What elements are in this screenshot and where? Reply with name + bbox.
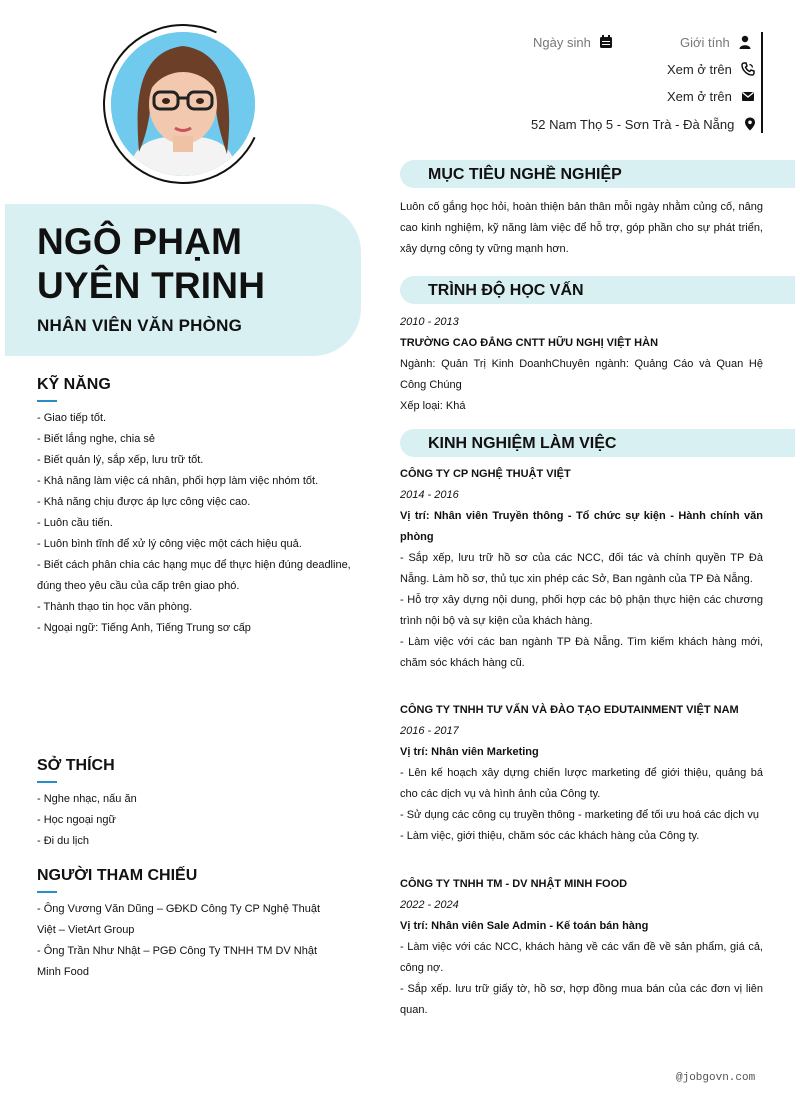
references-list bbox=[37, 899, 331, 983]
job-title: NHÂN VIÊN VĂN PHÒNG bbox=[37, 316, 242, 335]
phone-field bbox=[667, 62, 755, 77]
education-grade: Xếp loại: Khá bbox=[400, 400, 466, 412]
job-entry bbox=[400, 464, 763, 674]
job-company: CÔNG TY CP NGHỆ THUẬT VIỆT bbox=[400, 468, 571, 480]
calendar-icon bbox=[599, 35, 613, 49]
skills-list bbox=[37, 408, 357, 639]
education-major: Ngành: Quản Trị Kinh DoanhChuyên ngành: Quảng Cáo và Quan Hệ Công Chúng bbox=[400, 358, 763, 391]
hobby-item: - Học ngoại ngữ bbox=[37, 814, 116, 826]
job-duty: - Hỗ trợ xây dựng nội dung, phối hợp các bộ phận thực hiện các chương trình nội bộ và sự kiện của khách hàng. bbox=[400, 594, 763, 627]
job-duty: - Sử dụng các công cụ truyền thông - marketing để tối ưu hoá các dịch vụ bbox=[400, 809, 759, 821]
portrait-illustration bbox=[111, 32, 255, 176]
skill-item: - Khả năng làm việc cá nhân, phối hợp làm việc nhóm tốt. bbox=[37, 475, 319, 487]
address-value: 52 Nam Thọ 5 - Sơn Trà - Đà Nẵng bbox=[531, 117, 735, 132]
references-heading: NGƯỜI THAM CHIẾU bbox=[37, 867, 198, 884]
objective-heading: MỤC TIÊU NGHỀ NGHIỆP bbox=[428, 166, 622, 183]
education-period: 2010 - 2013 bbox=[400, 316, 459, 328]
skill-item: - Ngoại ngữ: Tiếng Anh, Tiếng Trung sơ cấp bbox=[37, 622, 251, 634]
hobbies-heading: SỞ THÍCH bbox=[37, 757, 115, 774]
email-value: Xem ở trên bbox=[667, 89, 732, 104]
reference-item: - Ông Trần Như Nhật – PGĐ Công Ty TNHH TM DV Nhật Minh Food bbox=[37, 945, 318, 978]
skill-item: - Thành thạo tin học văn phòng. bbox=[37, 601, 193, 613]
education-block bbox=[400, 312, 763, 417]
person-icon bbox=[738, 35, 752, 49]
job-period: 2016 - 2017 bbox=[400, 725, 459, 737]
job-period: 2014 - 2016 bbox=[400, 489, 459, 501]
skill-item: - Giao tiếp tốt. bbox=[37, 412, 107, 424]
full-name-line1: NGÔ PHẠM bbox=[37, 221, 243, 262]
skill-item: - Biết lắng nghe, chia sẻ bbox=[37, 433, 156, 445]
full-name-line2: UYÊN TRINH bbox=[37, 265, 266, 306]
job-position: Vị trí: Nhân viên Marketing bbox=[400, 746, 539, 758]
skill-item: - Biết quản lý, sắp xếp, lưu trữ tốt. bbox=[37, 454, 204, 466]
job-company: CÔNG TY TNHH TM - DV NHẬT MINH FOOD bbox=[400, 878, 628, 890]
gender-field bbox=[680, 35, 752, 50]
skill-item: - Luôn cầu tiến. bbox=[37, 517, 113, 529]
skill-item: - Khả năng chịu được áp lực công việc cao. bbox=[37, 496, 251, 508]
job-position: Vị trí: Nhân viên Truyền thông - Tổ chức sự kiện - Hành chính văn phòng bbox=[400, 510, 763, 543]
job-entry bbox=[400, 874, 763, 1021]
hobby-item: - Đi du lịch bbox=[37, 835, 89, 847]
email-field bbox=[667, 89, 755, 104]
gender-label: Giới tính bbox=[680, 35, 730, 50]
job-duty: - Làm việc, giới thiệu, chăm sóc các khách hàng của Công ty. bbox=[400, 830, 700, 842]
hobbies-list bbox=[37, 789, 357, 852]
hobby-item: - Nghe nhạc, nấu ăn bbox=[37, 793, 137, 805]
contact-divider bbox=[761, 32, 763, 133]
reference-item: - Ông Vương Văn Dũng – GĐKD Công Ty CP Nghệ Thuật Việt – VietArt Group bbox=[37, 903, 321, 936]
phone-value: Xem ở trên bbox=[667, 62, 732, 77]
experience-heading: KINH NGHIỆM LÀM VIỆC bbox=[428, 435, 617, 452]
job-duty: - Sắp xếp, lưu trữ hồ sơ của các NCC, đối tác và chính quyền TP Đà Nẵng. Làm hồ sơ, thủ tục xin phép các Sở, Ban ngành của TP Đà Nẵng. bbox=[400, 552, 763, 585]
footer-watermark: @jobgovn.com bbox=[676, 1072, 756, 1084]
job-duty: - Sắp xếp. lưu trữ giấy tờ, hồ sơ, hợp đồng mua bán của các đơn vị liên quan. bbox=[400, 983, 763, 1016]
skill-item: - Luôn bình tĩnh để xử lý công việc một cách hiệu quả. bbox=[37, 538, 302, 550]
skill-item: - Biết cách phân chia các hạng mục để thực hiện đúng deadline, đúng theo yêu cầu của cấp trên giao phó. bbox=[37, 559, 351, 592]
skills-heading: KỸ NĂNG bbox=[37, 376, 111, 393]
job-duty: - Làm việc với các ban ngành TP Đà Nẵng. Tìm kiếm khách hàng mới, chăm sóc khách hàng cũ. bbox=[400, 636, 763, 669]
job-entry bbox=[400, 700, 763, 847]
birthday-field bbox=[533, 35, 613, 50]
phone-icon bbox=[741, 62, 755, 76]
job-duty: - Làm việc với các NCC, khách hàng về các vấn đề về sản phẩm, giá cả, công nợ. bbox=[400, 941, 763, 974]
job-company: CÔNG TY TNHH TƯ VẤN VÀ ĐÀO TẠO EDUTAINMENT VIỆT NAM bbox=[400, 704, 739, 716]
profile-photo bbox=[111, 32, 255, 176]
address-field bbox=[531, 117, 757, 132]
birthday-label: Ngày sinh bbox=[533, 35, 591, 50]
education-school: TRƯỜNG CAO ĐẲNG CNTT HỮU NGHỊ VIỆT HÀN bbox=[400, 337, 659, 349]
job-duty: - Lên kế hoạch xây dựng chiến lược marketing để giới thiệu, quảng bá cho các dịch vụ và hình ảnh của Công ty. bbox=[400, 767, 763, 800]
job-position: Vị trí: Nhân viên Sale Admin - Kế toán bán hàng bbox=[400, 920, 649, 932]
location-pin-icon bbox=[743, 117, 757, 131]
education-heading: TRÌNH ĐỘ HỌC VẤN bbox=[428, 282, 584, 299]
objective-text: Luôn cố gắng học hỏi, hoàn thiện bản thân mỗi ngày nhằm củng cố, nâng cao kinh nghiệm, kỹ năng làm việc để hỗ trợ, góp phần cho sự phát triển, xây dựng công ty vững mạnh hơn. bbox=[400, 201, 763, 255]
job-period: 2022 - 2024 bbox=[400, 899, 459, 911]
mail-icon bbox=[741, 89, 755, 103]
